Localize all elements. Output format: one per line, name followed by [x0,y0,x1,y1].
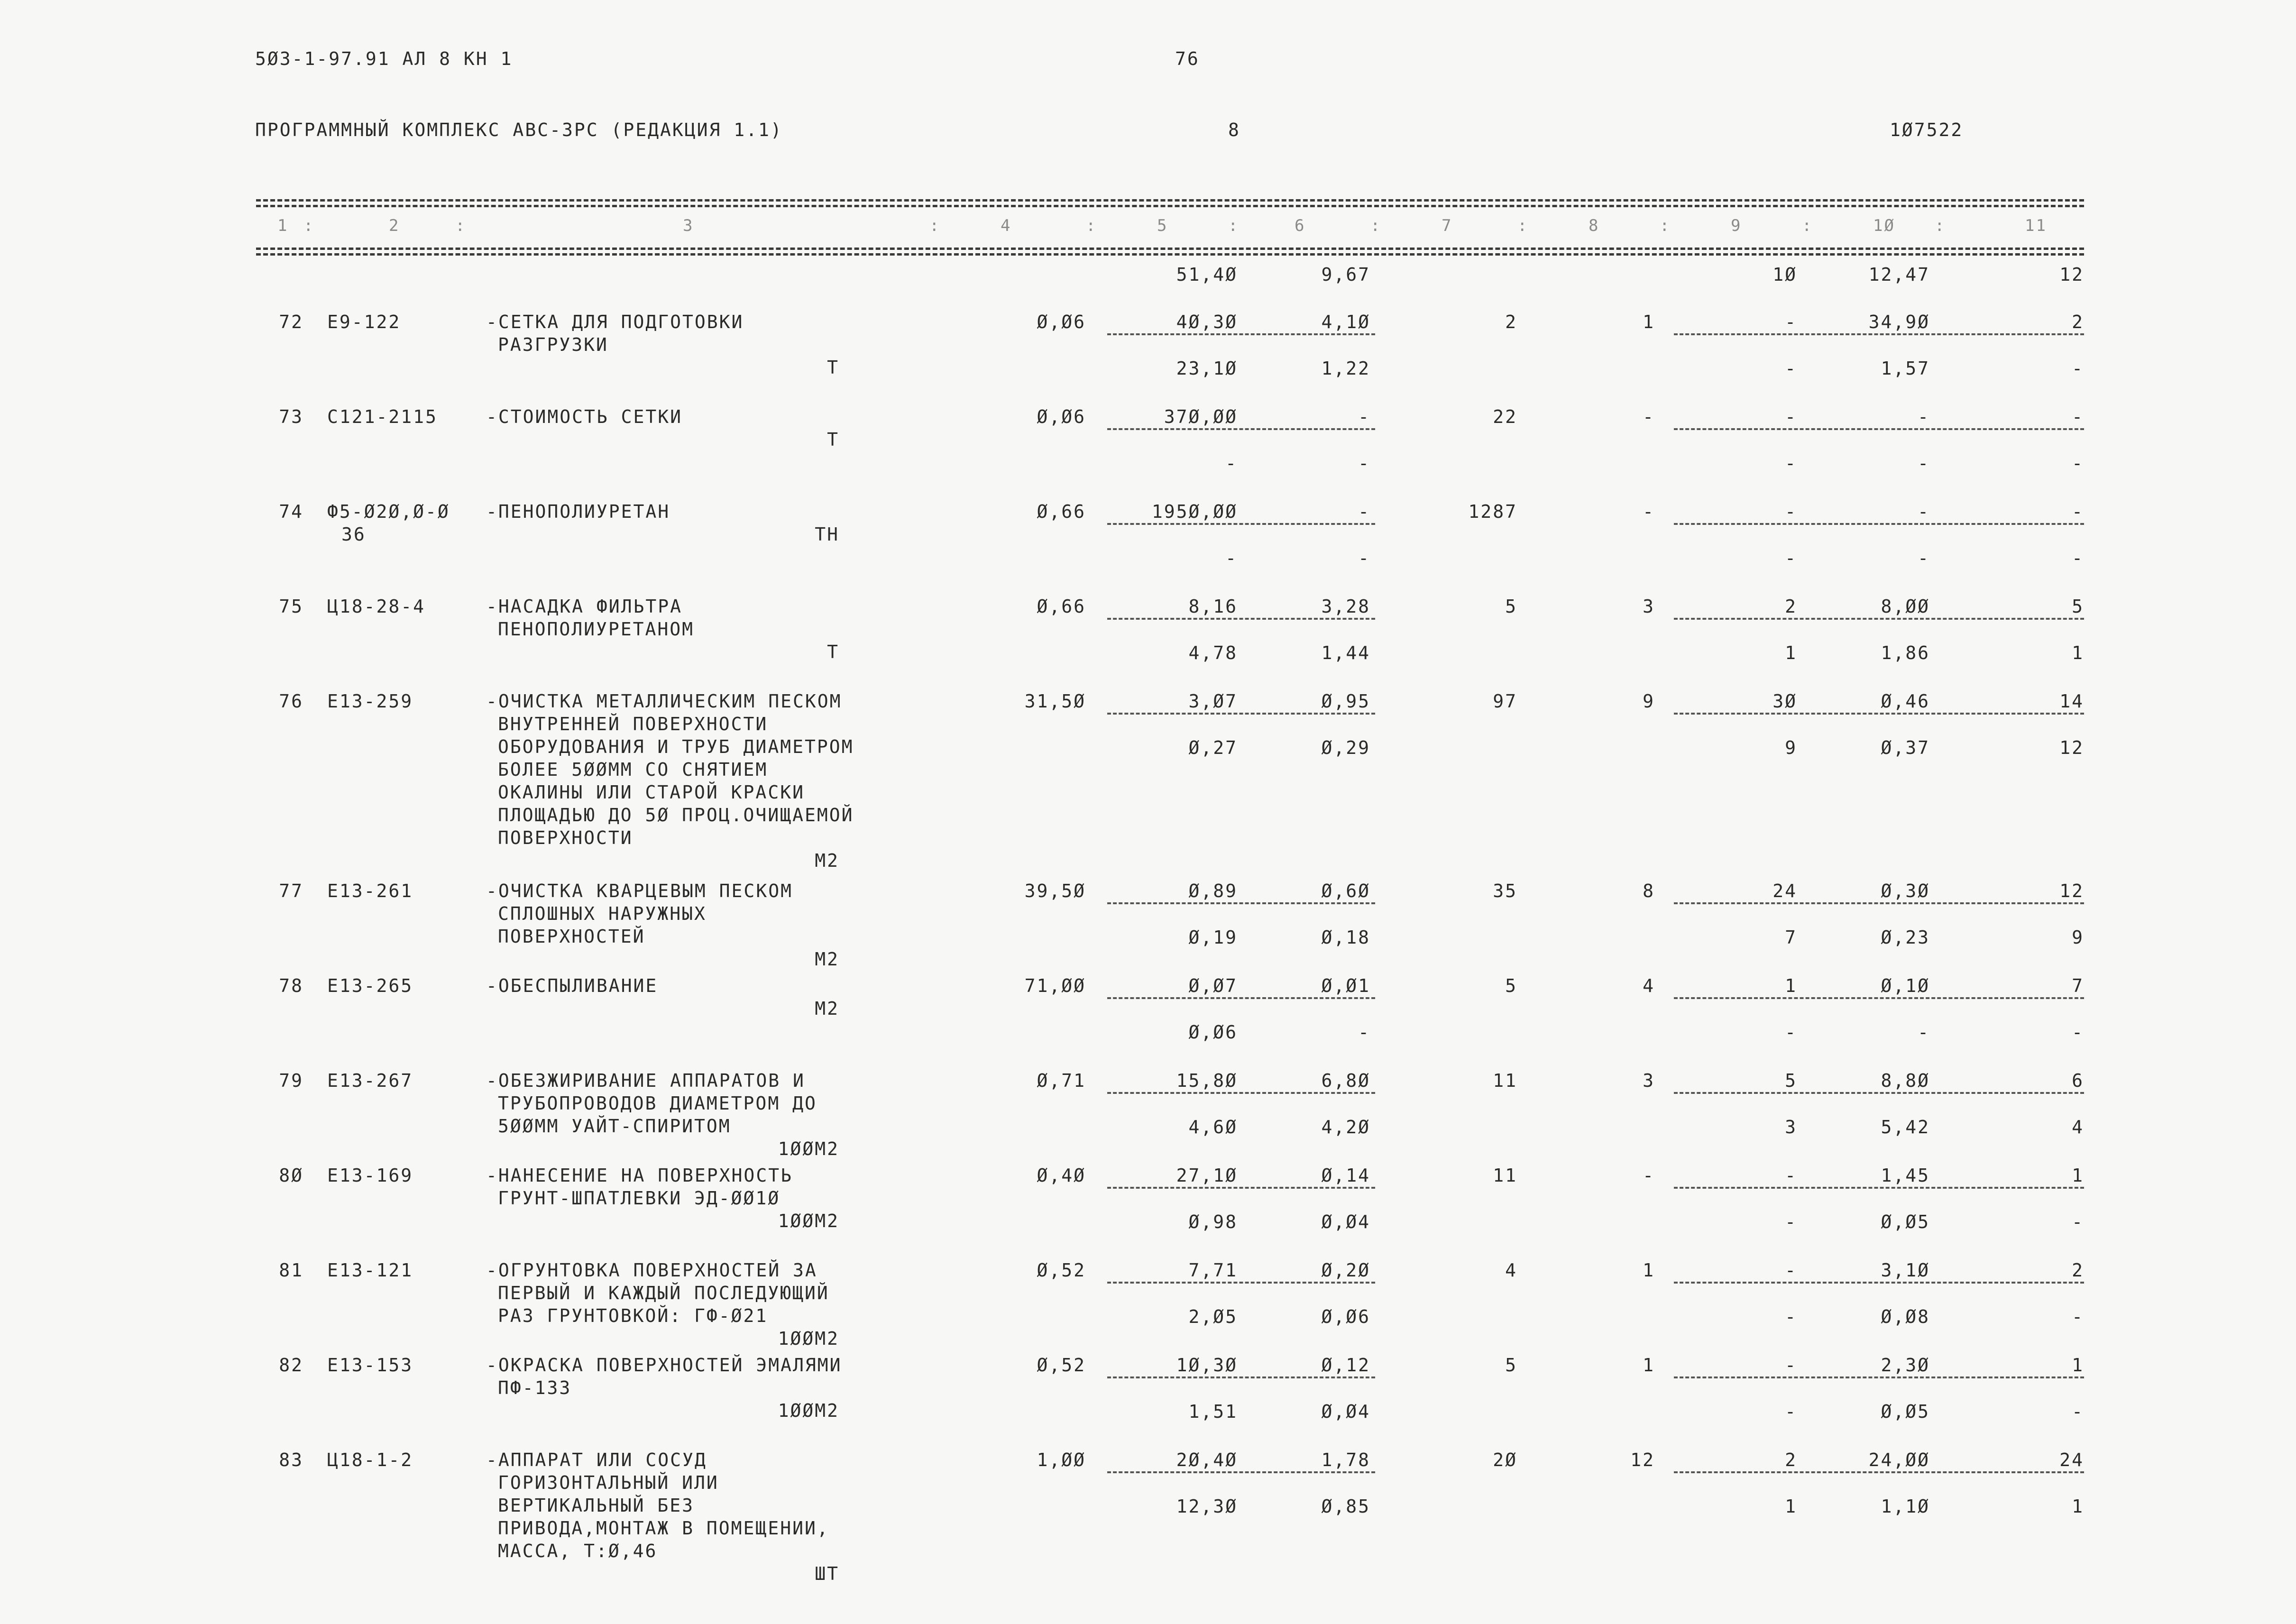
row-machine-wages-sum: - [1785,453,1797,474]
row-machine-wages: Ø,Ø4 [1321,1401,1370,1422]
row-cost-wages: 3,28 [1321,596,1370,617]
row-machine-wages: - [1358,1022,1370,1043]
row-machine-cost: 4,6Ø [1188,1117,1238,1138]
row-labour-total: 2 [2072,1260,2084,1281]
row-cost-wages: - [1358,501,1370,522]
row-divider [1674,1092,2084,1094]
row-machinist-labour-total: - [2072,358,2084,379]
row-machine-wages-sum: - [1785,1211,1797,1232]
carry-c10: 12,47 [1868,264,1930,285]
row-code: Е13-267 [327,1070,413,1091]
row-unit: М2 [815,998,839,1019]
row-number: 8Ø [279,1165,303,1186]
row-quantity: Ø,52 [1037,1355,1086,1376]
row-code: С121-2115 [327,406,438,427]
row-labour-total: 5 [2072,596,2084,617]
row-cost-wages: Ø,14 [1321,1165,1370,1186]
row-quantity: Ø,4Ø [1037,1165,1086,1186]
row-cost-total: 8,16 [1188,596,1238,617]
row-machine-sum: - [1785,312,1797,332]
row-code-continued: 36 [341,524,366,545]
column-header-8: 8 [1589,216,1600,235]
column-header-9: 9 [1731,216,1742,235]
column-separator: : [929,216,941,235]
row-cost-total: 27,1Ø [1176,1165,1238,1186]
row-divider [1674,428,2084,430]
row-total-sum: 5 [1505,975,1517,996]
row-total-sum: 35 [1493,881,1517,901]
row-machinist-labour-total: - [2072,453,2084,474]
row-total-sum: 2Ø [1493,1450,1517,1470]
column-header-4: 4 [1001,216,1012,235]
row-machine-cost: 1,51 [1188,1401,1238,1422]
row-machine-wages: 1,44 [1321,642,1370,663]
row-unit: ТН [815,524,839,545]
row-divider [1674,333,2084,335]
row-divider [1107,1376,1375,1378]
row-number: 83 [279,1450,303,1470]
row-description-line: ПОВЕРХНОСТИ [498,827,633,848]
row-unit: Т [827,429,839,450]
row-description-line: РАЗ ГРУНТОВКОЙ: ГФ-Ø21 [498,1305,768,1326]
row-labour-unit: 2,3Ø [1881,1355,1930,1376]
row-labour-total: 1 [2072,1355,2084,1376]
row-unit: М2 [815,949,839,970]
row-wages-sum: 1 [1643,1260,1655,1281]
row-divider [1674,1187,2084,1189]
doc-code: 5Ø3-1-97.91 АЛ 8 КН 1 [255,48,513,69]
column-separator: : [303,216,315,235]
row-machine-cost: 12,3Ø [1176,1496,1238,1517]
row-total-sum: 11 [1493,1070,1517,1091]
row-description-line: ОКАЛИНЫ ИЛИ СТАРОЙ КРАСКИ [498,782,805,803]
row-quantity: Ø,52 [1037,1260,1086,1281]
row-wages-sum: 12 [1630,1450,1655,1470]
row-machine-wages: 1,22 [1321,358,1370,379]
row-description-line: ОБОРУДОВАНИЯ И ТРУБ ДИАМЕТРОМ [498,736,854,757]
row-machine-wages-sum: 1 [1785,1496,1797,1517]
row-machine-sum: 5 [1785,1070,1797,1091]
row-number: 74 [279,501,303,522]
row-unit: 1ØØМ2 [778,1138,839,1159]
row-description-line: СПЛОШНЫХ НАРУЖНЫХ [498,903,707,924]
row-total-sum: 22 [1493,406,1517,427]
row-machine-wages: Ø,29 [1321,737,1370,758]
row-labour-unit: 34,9Ø [1868,312,1930,332]
row-labour-total: 14 [2059,691,2084,712]
row-code: Е13-265 [327,975,413,996]
row-machinist-labour-total: - [2072,1401,2084,1422]
row-divider [1107,997,1375,999]
row-divider [1107,618,1375,620]
row-labour-unit: 3,1Ø [1881,1260,1930,1281]
row-machine-sum: - [1785,1355,1797,1376]
row-labour-total: 6 [2072,1070,2084,1091]
row-code: Е13-259 [327,691,413,712]
row-machinist-labour-total: 9 [2072,927,2084,948]
row-machinist-labour-unit: 1,57 [1881,358,1930,379]
row-machinist-labour-total: - [2072,1022,2084,1043]
row-description-line: -ОГРУНТОВКА ПОВЕРХНОСТЕЙ ЗА [486,1260,817,1281]
row-machine-sum: - [1785,1260,1797,1281]
row-cost-total: Ø,89 [1188,881,1238,901]
row-machine-wages-sum: - [1785,1306,1797,1327]
row-machinist-labour-total: 4 [2072,1117,2084,1138]
row-description-line: ПФ-133 [498,1377,572,1398]
column-separator: : [1935,216,1946,235]
row-machine-cost: Ø,19 [1188,927,1238,948]
row-machinist-labour-unit: 1,1Ø [1881,1496,1930,1517]
row-description-line: ПОВЕРХНОСТЕЙ [498,926,645,947]
row-divider [1674,902,2084,904]
row-machine-wages: 4,2Ø [1321,1117,1370,1138]
row-quantity: Ø,Ø6 [1037,406,1086,427]
row-wages-sum: 4 [1643,975,1655,996]
row-wages-sum: 1 [1643,312,1655,332]
row-machine-sum: 2 [1785,596,1797,617]
row-total-sum: 1287 [1468,501,1517,522]
row-description-line: ВЕРТИКАЛЬНЫЙ БЕЗ [498,1495,695,1516]
column-header-5: 5 [1157,216,1168,235]
row-cost-total: 37Ø,ØØ [1164,406,1238,427]
column-header-1Ø: 1Ø [1873,216,1895,235]
row-machine-sum: 2 [1785,1450,1797,1470]
row-machine-sum: - [1785,406,1797,427]
carry-c5: 51,4Ø [1176,264,1238,285]
row-description-line: БОЛЕЕ 5ØØММ СО СНЯТИЕМ [498,759,768,780]
row-description-line: -НАНЕСЕНИЕ НА ПОВЕРХНОСТЬ [486,1165,793,1186]
row-labour-unit: - [1918,501,1930,522]
table-top-rule [256,199,2084,202]
row-wages-sum: 9 [1643,691,1655,712]
row-quantity: 31,5Ø [1024,691,1086,712]
row-machine-wages: Ø,Ø6 [1321,1306,1370,1327]
row-code: Ц18-1-2 [327,1450,413,1470]
row-machine-cost: - [1225,453,1238,474]
row-cost-total: 1Ø,3Ø [1176,1355,1238,1376]
row-machine-wages: Ø,18 [1321,927,1370,948]
row-cost-total: 3,Ø7 [1188,691,1238,712]
row-machine-wages-sum: 1 [1785,642,1797,663]
sheet-number: 8 [1228,119,1240,140]
row-number: 78 [279,975,303,996]
row-machinist-labour-unit: - [1918,453,1930,474]
row-machinist-labour-total: 12 [2059,737,2084,758]
row-description-line: -ОЧИСТКА МЕТАЛЛИЧЕСКИМ ПЕСКОМ [486,691,842,712]
row-divider [1107,713,1375,715]
row-unit: М2 [815,850,839,871]
row-unit: Т [827,642,839,662]
column-separator: : [1086,216,1097,235]
row-labour-unit: 24,ØØ [1868,1450,1930,1470]
row-description-line: -ОКРАСКА ПОВЕРХНОСТЕЙ ЭМАЛЯМИ [486,1355,842,1376]
row-unit: 1ØØМ2 [778,1211,839,1231]
row-labour-total: - [2072,501,2084,522]
carry-c11: 12 [2059,264,2084,285]
row-divider [1674,713,2084,715]
row-cost-wages: Ø,Ø1 [1321,975,1370,996]
row-machine-wages-sum: - [1785,548,1797,569]
row-divider [1107,1282,1375,1284]
column-separator: : [1802,216,1813,235]
row-labour-unit: - [1918,406,1930,427]
row-total-sum: 97 [1493,691,1517,712]
row-machinist-labour-unit: Ø,37 [1881,737,1930,758]
row-number: 77 [279,881,303,901]
row-cost-total: 4Ø,3Ø [1176,312,1238,332]
row-description-line: ПЛОЩАДЬЮ ДО 5Ø ПРОЦ.ОЧИЩАЕМОЙ [498,805,854,826]
row-labour-unit: Ø,3Ø [1881,881,1930,901]
row-machinist-labour-total: 1 [2072,1496,2084,1517]
column-header-1: 1 [277,216,289,235]
row-machine-wages-sum: 9 [1785,737,1797,758]
row-divider [1674,1376,2084,1378]
row-wages-sum: 1 [1643,1355,1655,1376]
row-divider [1674,618,2084,620]
row-cost-total: 2Ø,4Ø [1176,1450,1238,1470]
row-divider [1107,333,1375,335]
row-cost-wages: 1,78 [1321,1450,1370,1470]
row-divider [1674,1471,2084,1473]
carry-c9: 1Ø [1773,264,1797,285]
row-unit: ШТ [815,1563,839,1584]
row-machine-wages-sum: 3 [1785,1117,1797,1138]
column-header-11: 11 [2025,216,2047,235]
row-unit: 1ØØМ2 [778,1328,839,1349]
table-header-rule-2 [256,253,2084,256]
row-machine-wages: Ø,Ø4 [1321,1211,1370,1232]
row-quantity: Ø,71 [1037,1070,1086,1091]
row-machinist-labour-unit: Ø,Ø8 [1881,1306,1930,1327]
row-machine-wages: - [1358,453,1370,474]
row-machinist-labour-unit: 5,42 [1881,1117,1930,1138]
row-machine-cost: 2,Ø5 [1188,1306,1238,1327]
table-top-rule-2 [256,205,2084,207]
row-labour-total: 7 [2072,975,2084,996]
row-cost-wages: Ø,6Ø [1321,881,1370,901]
row-labour-unit: 8,8Ø [1881,1070,1930,1091]
row-divider [1107,902,1375,904]
row-description-line: ВНУТРЕННЕЙ ПОВЕРХНОСТИ [498,714,768,734]
row-wages-sum: 8 [1643,881,1655,901]
row-total-sum: 2 [1505,312,1517,332]
row-divider [1674,1282,2084,1284]
row-machine-wages: - [1358,548,1370,569]
row-description-line: 5ØØММ УАЙТ-СПИРИТОМ [498,1116,731,1137]
row-divider [1674,523,2084,525]
row-number: 79 [279,1070,303,1091]
row-machine-sum: 3Ø [1773,691,1797,712]
row-description-line: -ОБЕЗЖИРИВАНИЕ АППАРАТОВ И [486,1070,805,1091]
row-labour-unit: 1,45 [1881,1165,1930,1186]
row-divider [1107,428,1375,430]
row-cost-wages: Ø,12 [1321,1355,1370,1376]
row-description-line: МАССА, Т:Ø,46 [498,1541,658,1561]
row-labour-total: 2 [2072,312,2084,332]
row-machinist-labour-unit: Ø,Ø5 [1881,1211,1930,1232]
row-cost-total: Ø,Ø7 [1188,975,1238,996]
row-total-sum: 5 [1505,596,1517,617]
row-quantity: Ø,66 [1037,596,1086,617]
row-description-line: -СТОИМОСТЬ СЕТКИ [486,406,683,427]
table-header-rule [256,248,2084,250]
row-divider [1674,997,2084,999]
row-wages-sum: - [1643,406,1655,427]
column-separator: : [455,216,467,235]
column-header-2: 2 [389,216,400,235]
row-description-line: ПЕНОПОЛИУРЕТАНОМ [498,619,695,640]
row-description-line: -ОЧИСТКА КВАРЦЕВЫМ ПЕСКОМ [486,881,793,901]
row-number: 73 [279,406,303,427]
row-divider [1107,1092,1375,1094]
row-number: 82 [279,1355,303,1376]
row-quantity: Ø,Ø6 [1037,312,1086,332]
column-separator: : [1370,216,1382,235]
document-code: 1Ø7522 [1890,119,1964,140]
row-machine-cost: Ø,Ø6 [1188,1022,1238,1043]
row-labour-total: - [2072,406,2084,427]
carry-c6: 9,67 [1321,264,1370,285]
row-description-line: ПЕРВЫЙ И КАЖДЫЙ ПОСЛЕДУЮЩИЙ [498,1283,829,1303]
row-quantity: Ø,66 [1037,501,1086,522]
row-labour-unit: Ø,1Ø [1881,975,1930,996]
row-number: 75 [279,596,303,617]
row-machine-cost: 23,1Ø [1176,358,1238,379]
row-machine-sum: 1 [1785,975,1797,996]
row-cost-wages: 4,1Ø [1321,312,1370,332]
row-code: Ф5-Ø2Ø,Ø-Ø [327,501,450,522]
column-header-6: 6 [1295,216,1306,235]
row-description-line: ГОРИЗОНТАЛЬНЫЙ ИЛИ [498,1472,719,1493]
row-machinist-labour-total: 1 [2072,642,2084,663]
row-description-line: -ПЕНОПОЛИУРЕТАН [486,501,670,522]
row-wages-sum: - [1643,501,1655,522]
row-total-sum: 11 [1493,1165,1517,1186]
row-description-line: -ОБЕСПЫЛИВАНИЕ [486,975,658,996]
row-quantity: 39,5Ø [1024,881,1086,901]
row-cost-wages: 6,8Ø [1321,1070,1370,1091]
row-description-line: ПРИВОДА,МОНТАЖ В ПОМЕЩЕНИИ, [498,1518,829,1539]
row-machine-sum: 24 [1773,881,1797,901]
row-code: Е13-261 [327,881,413,901]
row-labour-total: 1 [2072,1165,2084,1186]
row-cost-total: 15,8Ø [1176,1070,1238,1091]
row-machinist-labour-unit: 1,86 [1881,642,1930,663]
row-code: Е13-169 [327,1165,413,1186]
row-machine-cost: Ø,98 [1188,1211,1238,1232]
row-code: Е9-122 [327,312,401,332]
row-machine-cost: - [1225,548,1238,569]
row-code: Ц18-28-4 [327,596,426,617]
row-total-sum: 4 [1505,1260,1517,1281]
row-machine-wages-sum: - [1785,1022,1797,1043]
row-machine-sum: - [1785,1165,1797,1186]
column-separator: : [1517,216,1529,235]
row-number: 72 [279,312,303,332]
row-machinist-labour-total: - [2072,548,2084,569]
program-title: ПРОГРАММНЫЙ КОМПЛЕКС АВС-3РС (РЕДАКЦИЯ 1.1) [255,119,783,140]
row-number: 81 [279,1260,303,1281]
row-labour-unit: Ø,46 [1881,691,1930,712]
row-wages-sum: 3 [1643,596,1655,617]
row-description-line: -СЕТКА ДЛЯ ПОДГОТОВКИ [486,312,744,332]
row-cost-wages: - [1358,406,1370,427]
column-header-3: 3 [683,216,694,235]
row-machine-wages-sum: 7 [1785,927,1797,948]
row-labour-total: 24 [2059,1450,2084,1470]
row-machinist-labour-unit: - [1918,1022,1930,1043]
row-quantity: 71,ØØ [1024,975,1086,996]
row-cost-wages: Ø,2Ø [1321,1260,1370,1281]
row-machine-wages-sum: - [1785,1401,1797,1422]
row-machinist-labour-unit: Ø,Ø5 [1881,1401,1930,1422]
row-total-sum: 5 [1505,1355,1517,1376]
row-divider [1107,523,1375,525]
row-machine-wages: Ø,85 [1321,1496,1370,1517]
row-description-line: РАЗГРУЗКИ [498,334,608,355]
row-cost-total: 195Ø,ØØ [1151,501,1238,522]
row-unit: Т [827,357,839,378]
row-description-line: -НАСАДКА ФИЛЬТРА [486,596,683,617]
row-code: Е13-121 [327,1260,413,1281]
row-divider [1107,1187,1375,1189]
row-wages-sum: 3 [1643,1070,1655,1091]
row-divider [1107,1471,1375,1473]
column-separator: : [1228,216,1240,235]
row-quantity: 1,ØØ [1037,1450,1086,1470]
row-labour-total: 12 [2059,881,2084,901]
page-number: 76 [1175,48,1200,69]
row-number: 76 [279,691,303,712]
row-machine-wages-sum: - [1785,358,1797,379]
row-description-line: ТРУБОПРОВОДОВ ДИАМЕТРОМ ДО [498,1093,817,1114]
row-cost-wages: Ø,95 [1321,691,1370,712]
row-machine-sum: - [1785,501,1797,522]
row-machinist-labour-unit: - [1918,548,1930,569]
row-code: Е13-153 [327,1355,413,1376]
row-wages-sum: - [1643,1165,1655,1186]
row-description-line: ГРУНТ-ШПАТЛЕВКИ ЭД-ØØ1Ø [498,1188,781,1209]
row-machinist-labour-total: - [2072,1211,2084,1232]
row-machine-cost: 4,78 [1188,642,1238,663]
column-header-7: 7 [1442,216,1453,235]
row-machinist-labour-unit: Ø,23 [1881,927,1930,948]
row-machinist-labour-total: - [2072,1306,2084,1327]
row-description-line: -АППАРАТ ИЛИ СОСУД [486,1450,707,1470]
row-labour-unit: 8,ØØ [1881,596,1930,617]
column-separator: : [1660,216,1671,235]
row-unit: 1ØØМ2 [778,1400,839,1421]
row-machine-cost: Ø,27 [1188,737,1238,758]
row-cost-total: 7,71 [1188,1260,1238,1281]
